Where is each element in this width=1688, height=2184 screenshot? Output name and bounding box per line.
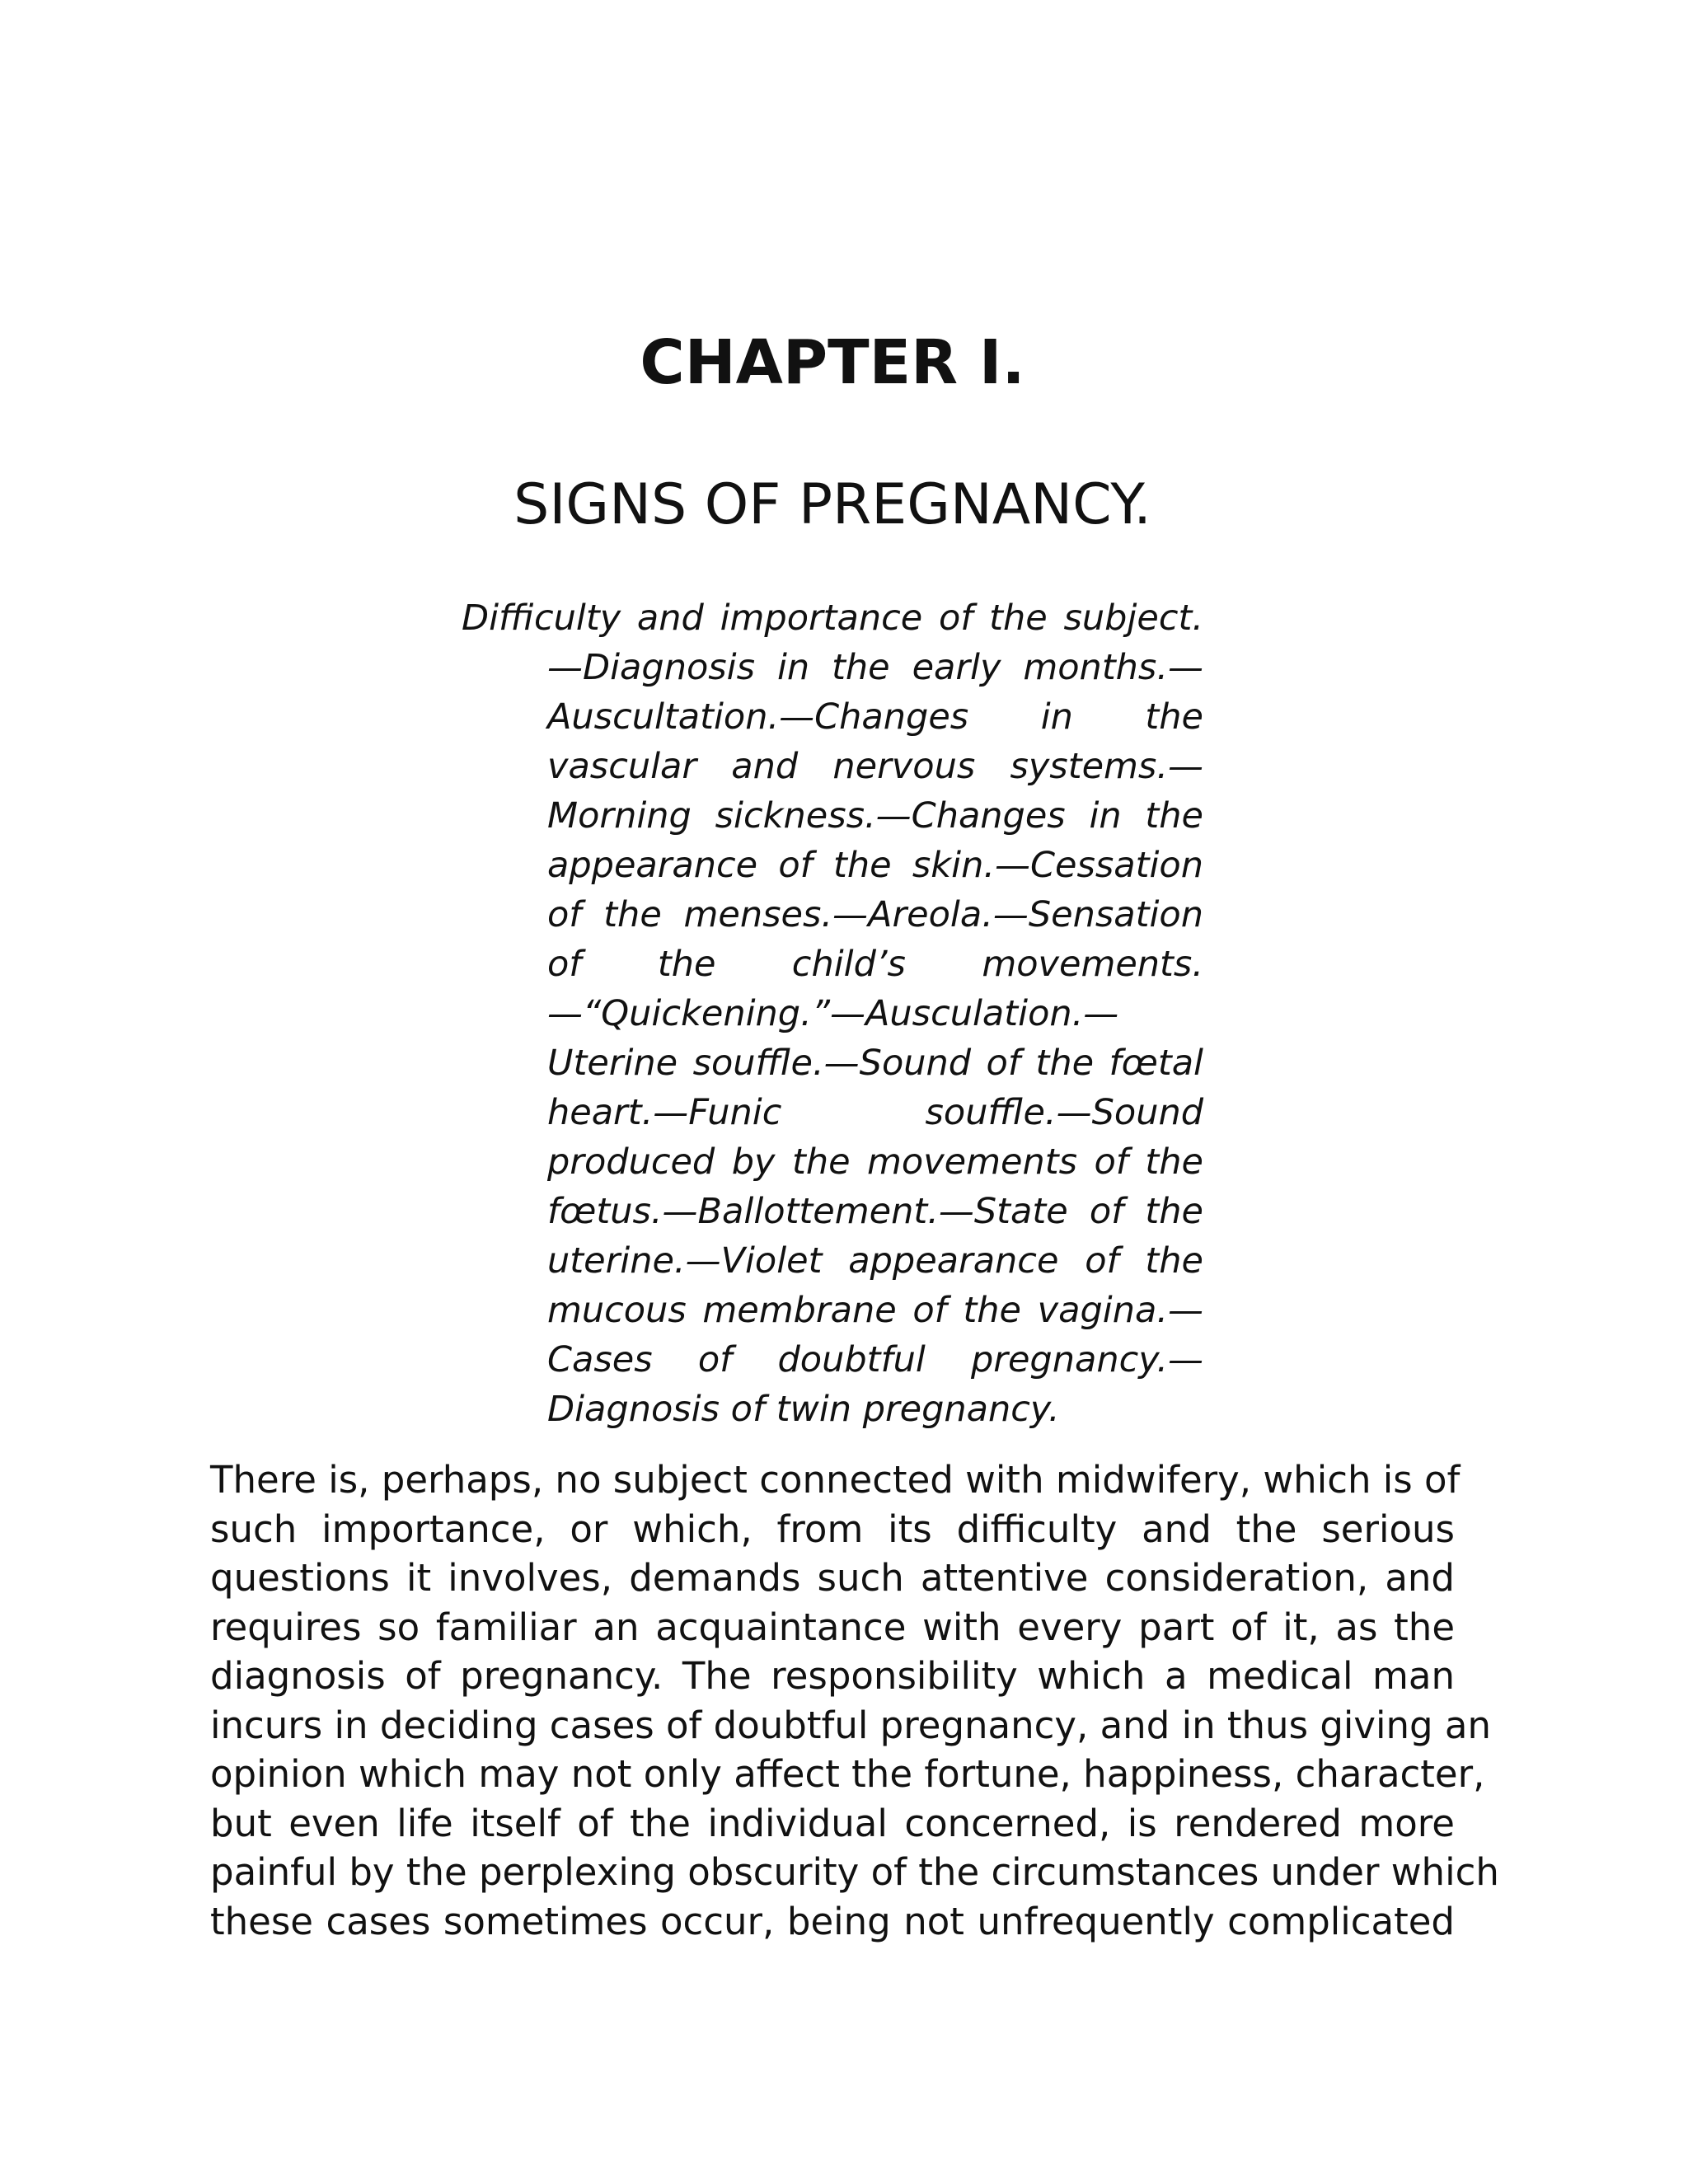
synopsis-line: Diagnosis of twin pregnancy. xyxy=(547,1389,1060,1430)
body-line: opinion which may not only affect the fortune, happiness, character, xyxy=(210,1752,1485,1796)
synopsis-line: produced by the movements of the xyxy=(547,1141,1203,1183)
synopsis-line: Cases of doubtful pregnancy.— xyxy=(547,1339,1203,1380)
synopsis-line: Morning sickness.—Changes in the xyxy=(547,795,1203,837)
synopsis-line: —“Quickening.”—Ausculation.— xyxy=(547,993,1119,1034)
body-line: There is, perhaps, no subject connected with midwifery, which is of xyxy=(210,1458,1461,1502)
chapter-title: SIGNS OF PREGNANCY. xyxy=(513,472,1151,537)
synopsis-line: heart.—Funic souffle.—Sound xyxy=(547,1092,1203,1133)
body-paragraph xyxy=(210,1455,1499,1946)
body-line: incurs in deciding cases of doubtful pregnancy, and in thus giving an xyxy=(210,1703,1492,1747)
synopsis-line: Difficulty and importance of the subject. xyxy=(462,598,1203,639)
synopsis-line: Auscultation.—Changes in the xyxy=(547,696,1203,738)
body-line: painful by the perplexing obscurity of the circumstances under which xyxy=(210,1850,1499,1894)
synopsis-line: Uterine souffle.—Sound of the fœtal xyxy=(547,1043,1203,1084)
synopsis-line: uterine.—Violet appearance of the xyxy=(547,1240,1203,1282)
synopsis-line: —Diagnosis in the early months.— xyxy=(547,647,1203,688)
chapter-synopsis xyxy=(462,593,1203,1434)
synopsis-line: fœtus.—Ballottement.—State of the xyxy=(547,1191,1203,1232)
synopsis-line: of the child’s movements. xyxy=(547,944,1203,985)
chapter-number: CHAPTER I. xyxy=(640,327,1025,398)
synopsis-line: mucous membrane of the vagina.— xyxy=(547,1290,1203,1331)
body-line: questions it involves, demands such attentive consideration, and xyxy=(210,1556,1455,1600)
body-line: diagnosis of pregnancy. The responsibility which a medical man xyxy=(210,1654,1455,1698)
body-line: requires so familiar an acquaintance with every part of it, as the xyxy=(210,1605,1455,1649)
body-line: such importance, or which, from its difficulty and the serious xyxy=(210,1507,1455,1551)
body-line: these cases sometimes occur, being not unfrequently complicated xyxy=(210,1899,1455,1943)
synopsis-line: of the menses.—Areola.—Sensation xyxy=(547,894,1203,935)
synopsis-line: vascular and nervous systems.— xyxy=(547,746,1203,787)
body-line: but even life itself of the individual concerned, is rendered more xyxy=(210,1801,1455,1845)
synopsis-line: appearance of the skin.—Cessation xyxy=(547,845,1203,886)
